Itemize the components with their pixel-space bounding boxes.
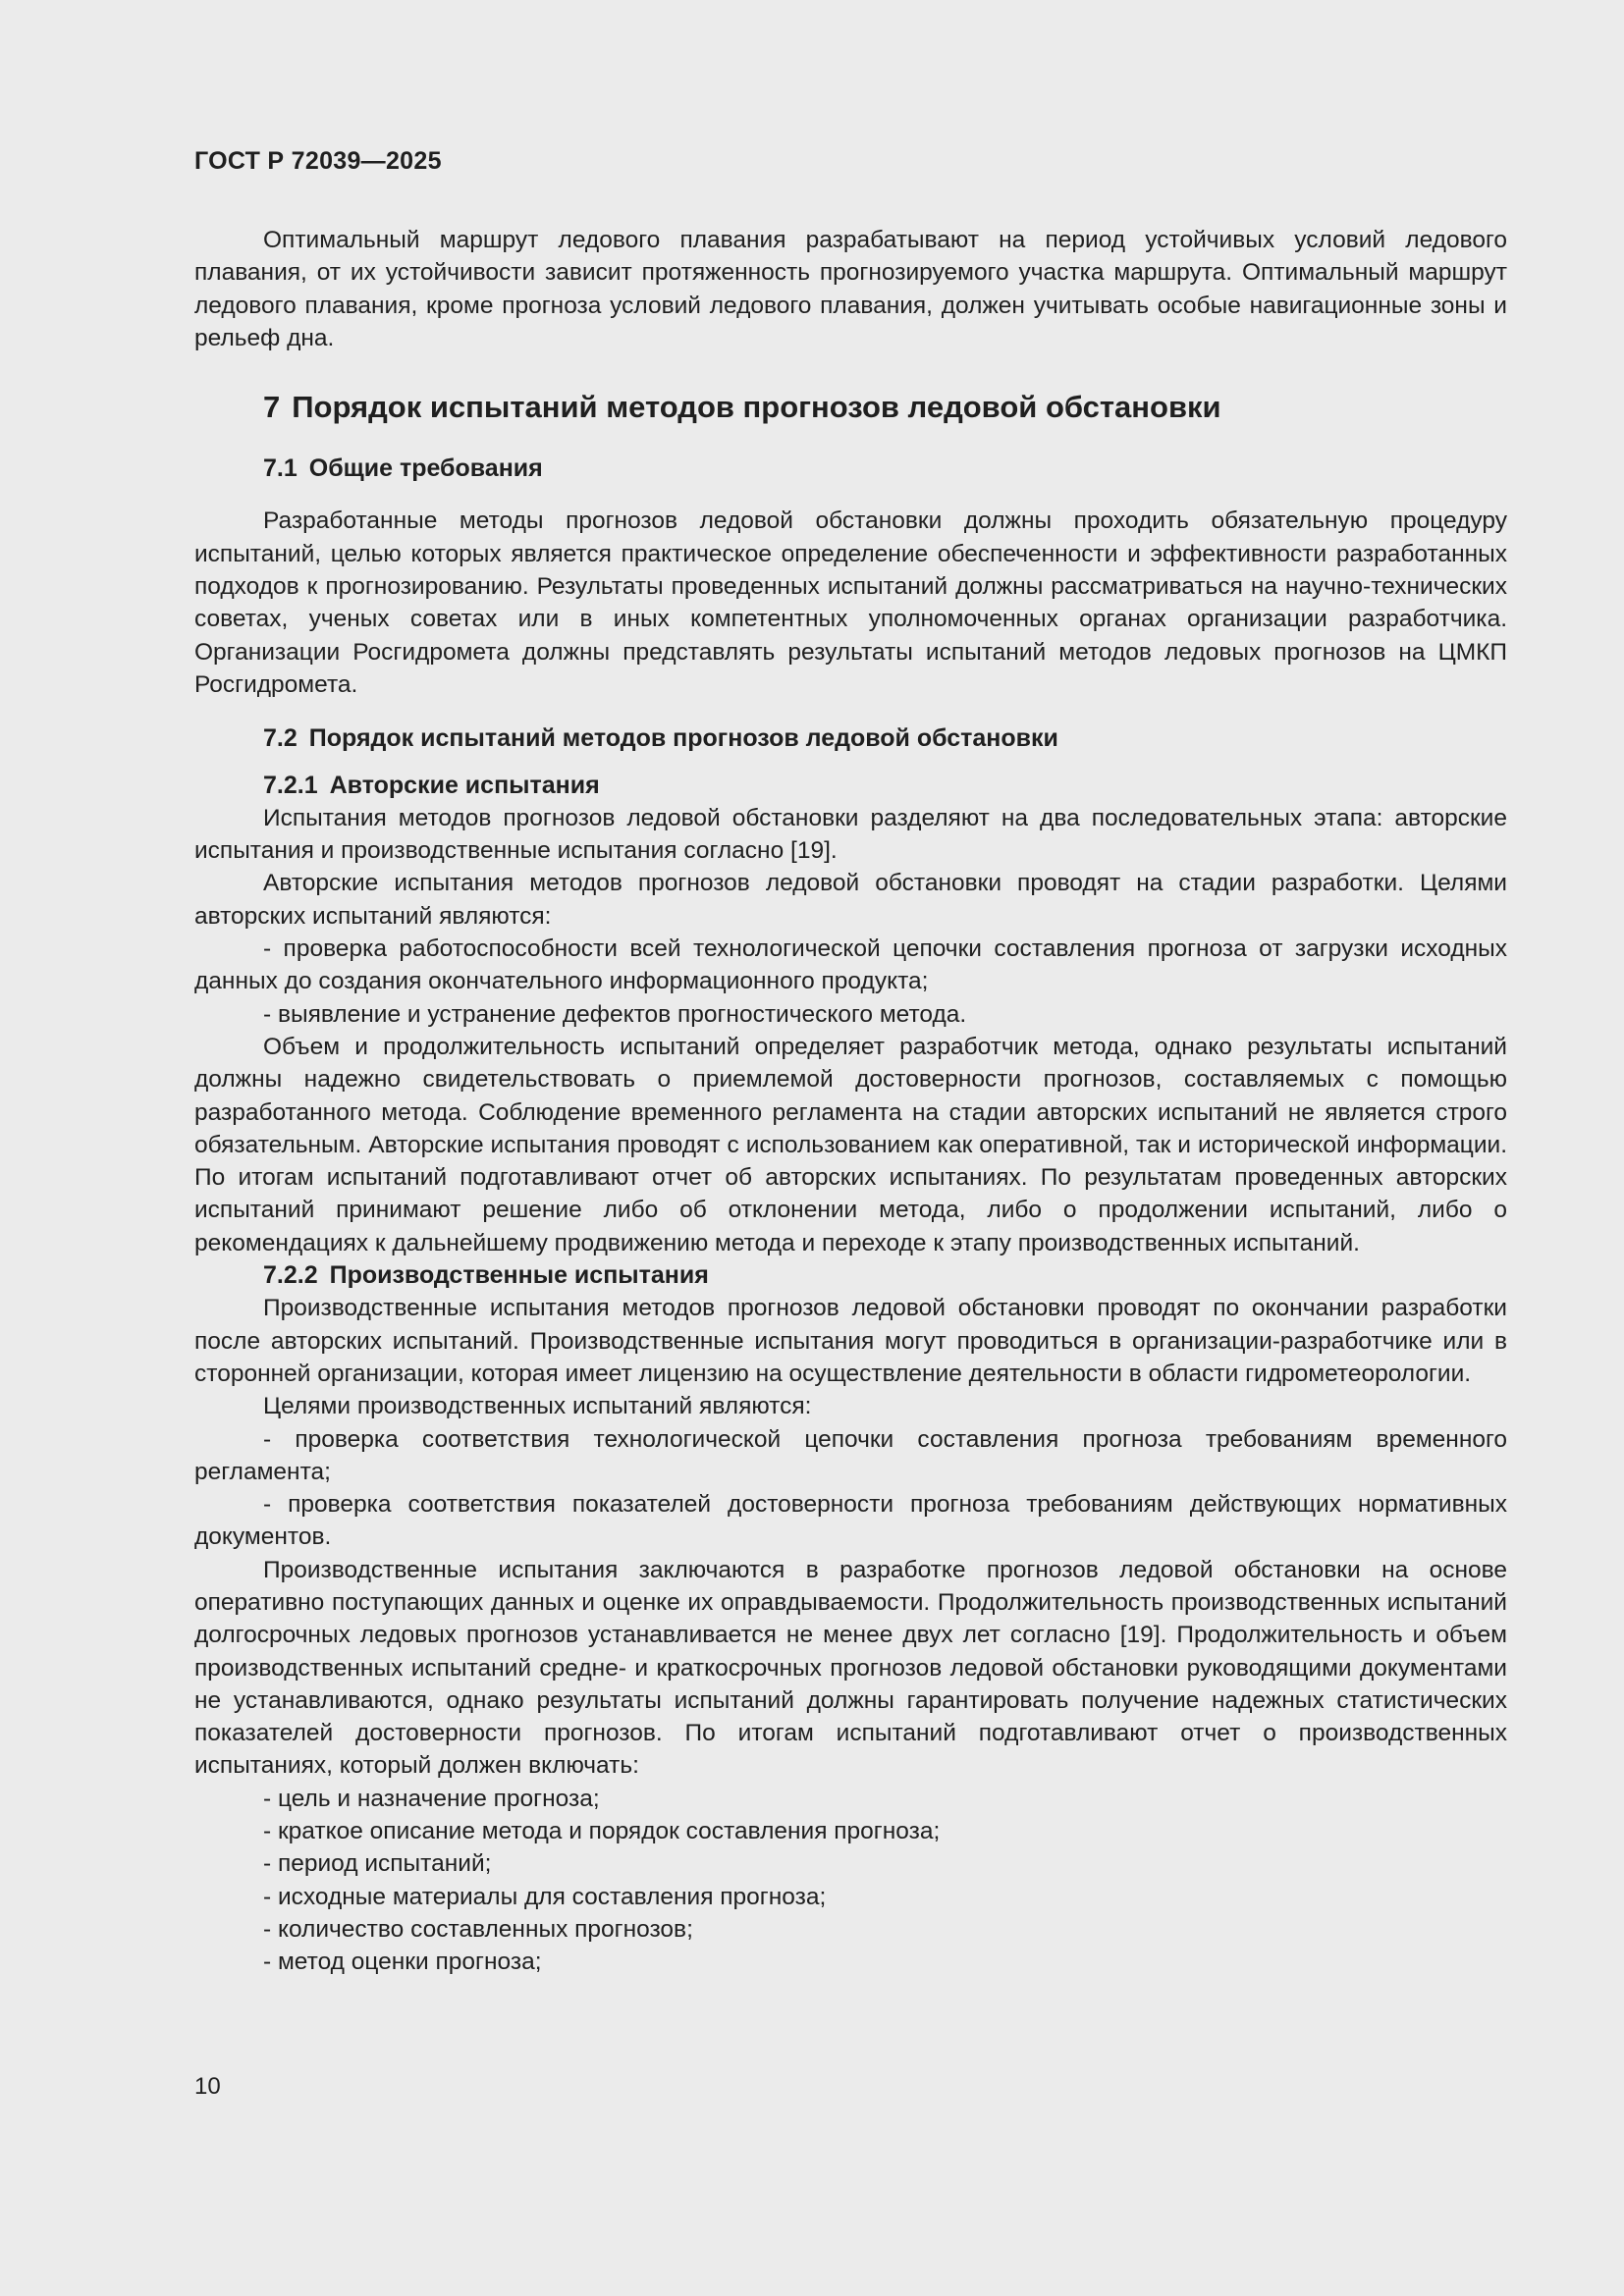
list-item: - исходные материалы для составления прогноза; — [263, 1883, 827, 1910]
section-7-2-1-heading — [194, 770, 1507, 802]
section-number: 7.2.2 — [263, 1261, 318, 1290]
list-item: - краткое описание метода и порядок составления прогноза; — [263, 1818, 941, 1845]
section-7-1-heading — [194, 453, 1507, 485]
section-title: Общие требования — [308, 454, 543, 483]
report-contents-list — [194, 1783, 1507, 1979]
list-item: - количество составленных прогнозов; — [263, 1915, 693, 1943]
paragraph: Авторские испытания методов прогнозов ледовой обстановки проводят на стадии разработки. Целями авторских испытаний являются: — [194, 870, 1507, 930]
list-item: - цель и назначение прогноза; — [263, 1785, 600, 1812]
section-number: 7.2.1 — [263, 771, 318, 799]
paragraph: Испытания методов прогнозов ледовой обстановки разделяют на два последовательных этапа: авторские испытания и производственные испытания согласно [19]. — [194, 804, 1507, 865]
section-title: Авторские испытания — [329, 771, 600, 799]
list-item: - выявление и устранение дефектов прогностического метода. — [263, 1000, 967, 1028]
section-number: 7.1 — [263, 454, 298, 483]
section-title: Порядок испытаний методов прогнозов ледовой обстановки — [292, 390, 1221, 425]
section-7-1-paragraph: Разработанные методы прогнозов ледовой обстановки должны проходить обязательную процедуру испытаний, целью которых является практическое определение обеспеченности и эффективности разработанных подходов к прогнозированию. Результаты проведенных испытаний должны рассматриваться на научно-технических советах, ученых советах или в иных компетентных уполномоченных органах организации разработчика. Организации Росгидромета должны представлять результаты испытаний методов ледовых прогнозов на ЦМКП Росгидромета. — [194, 507, 1507, 698]
section-7-2-heading — [194, 722, 1507, 755]
paragraph: Производственные испытания методов прогнозов ледовой обстановки проводят по окончании разработки после авторских испытаний. Производственные испытания могут проводиться в организации-разработчике или в сторонней организации, которая имеет лицензию на осуществление деятельности в области гидрометеорологии. — [194, 1295, 1507, 1387]
document-content — [194, 224, 1507, 1979]
paragraph: Объем и продолжительность испытаний определяет разработчик метода, однако результаты испытаний должны надежно свидетельствовать о приемлемой достоверности прогнозов, составляемых с помощью разработанного метода. Соблюдение временного регламента на стадии авторских испытаний не является строго обязательным. Авторские испытания проводят с использованием как оперативной, так и исторической информации. По итогам испытаний подготавливают отчет об авторских испытаниях. По результатам проведенных авторских испытаний принимают решение либо об отклонении метода, либо о продолжении испытаний, либо о рекомендациях к дальнейшему продвижению метода и переходе к этапу производственных испытаний. — [194, 1033, 1507, 1256]
section-7-2-2-heading — [194, 1259, 1507, 1292]
section-7-heading — [194, 388, 1507, 427]
section-title: Порядок испытаний методов прогнозов ледовой обстановки — [308, 724, 1058, 753]
page-number: 10 — [194, 2073, 221, 2100]
paragraph: Производственные испытания заключаются в разработке прогнозов ледовой обстановки на основе оперативно поступающих данных и оценке их оправдываемости. Продолжительность производственных испытаний долгосрочных ледовых прогнозов устанавливается не менее двух лет согласно [19]. Продолжительность и объем производственных испытаний средне- и краткосрочных прогнозов ледовой обстановки руководящими документами не устанавливаются, однако результаты испытаний должны гарантировать получение надежных статистических показателей достоверности прогнозов. По итогам испытаний подготавливают отчет о производственных испытаниях, который должен включать: — [194, 1556, 1507, 1780]
list-item: - проверка работоспособности всей технологической цепочки составления прогноза от загрузки исходных данных до создания окончательного информационного продукта; — [194, 935, 1507, 995]
list-item: - проверка соответствия технологической цепочки составления прогноза требованиям временного регламента; — [194, 1425, 1507, 1485]
section-title: Производственные испытания — [329, 1261, 709, 1290]
list-item: - период испытаний; — [263, 1850, 492, 1878]
section-number: 7 — [263, 390, 281, 425]
list-item: - метод оценки прогноза; — [263, 1949, 542, 1976]
document-header: ГОСТ Р 72039—2025 — [194, 147, 442, 175]
section-number: 7.2 — [263, 724, 298, 753]
paragraph: Целями производственных испытаний являются: — [263, 1393, 812, 1420]
list-item: - проверка соответствия показателей достоверности прогноза требованиям действующих нормативных документов. — [194, 1491, 1507, 1551]
intro-paragraph: Оптимальный маршрут ледового плавания разрабатывают на период устойчивых условий ледового плавания, от их устойчивости зависит протяженность прогнозируемого участка маршрута. Оптимальный маршрут ледового плавания, кроме прогноза условий ледового плавания, должен учитывать особые навигационные зоны и рельеф дна. — [194, 227, 1507, 351]
